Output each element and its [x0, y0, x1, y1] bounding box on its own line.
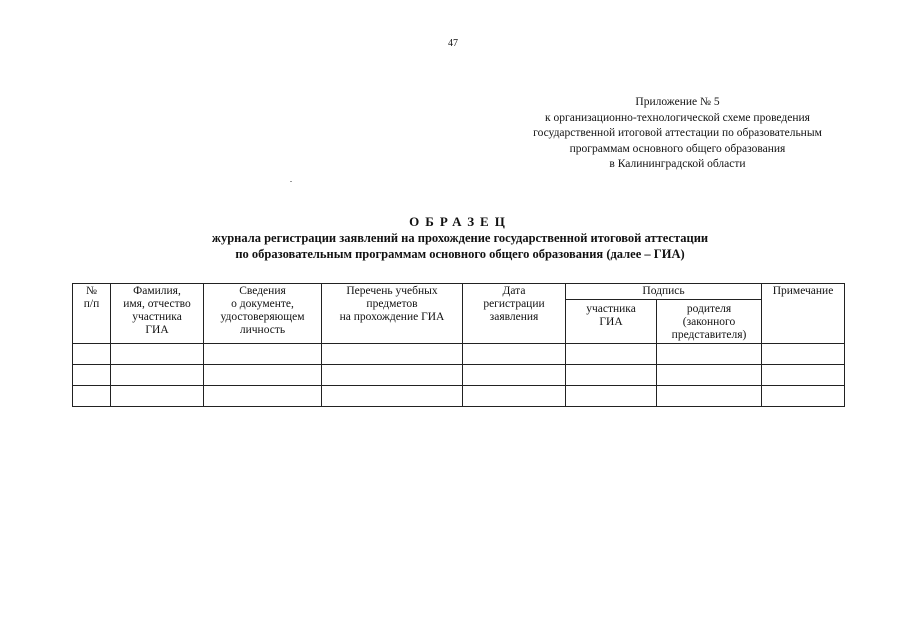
table-row [73, 365, 845, 386]
title-line-1: журнала регистрации заявлений на прохождение государственной итоговой аттестации [211, 231, 709, 245]
header-signature [566, 284, 762, 300]
table-cell [566, 365, 657, 386]
table-cell [204, 344, 322, 365]
table-cell [762, 386, 845, 407]
appendix-line: в Калининградской области [609, 158, 746, 170]
header-signature-text: Подпись [642, 285, 685, 297]
table-cell [322, 386, 463, 407]
table-row [73, 344, 845, 365]
header-signature-participant-text: участника ГИА [586, 303, 636, 328]
header-document-text: Сведения о документе, удостоверяющем личность [220, 285, 305, 336]
appendix-line: программам основного общего образования [569, 142, 786, 155]
table-cell [322, 365, 463, 386]
table-cell [322, 344, 463, 365]
header-subjects [322, 284, 463, 344]
table-cell [204, 386, 322, 407]
title-line-2: по образовательным программам основного общего образования (далее – ГИА) [235, 247, 685, 261]
table-cell [204, 365, 322, 386]
table-cell [111, 344, 204, 365]
table-cell [657, 344, 762, 365]
header-row [73, 284, 845, 300]
table-cell [566, 344, 657, 365]
header-document [204, 284, 322, 344]
header-name-text: Фамилия, имя, отчество участника ГИА [123, 285, 191, 336]
appendix-line: к организационно-технологической схеме проведения [545, 111, 810, 124]
table-cell [73, 386, 111, 407]
appendix-title: Приложение № 5 [635, 96, 720, 108]
table-cell [463, 386, 566, 407]
table-cell [762, 344, 845, 365]
header-num [73, 284, 111, 344]
header-name [111, 284, 204, 344]
table-cell [111, 365, 204, 386]
header-note-text: Примечание [772, 285, 834, 297]
table-cell [657, 365, 762, 386]
header-signature-participant [566, 300, 657, 344]
appendix-header [500, 95, 855, 173]
registration-journal-table [72, 283, 845, 407]
table-cell [73, 344, 111, 365]
scan-speck [290, 181, 292, 182]
table-cell [657, 386, 762, 407]
header-subjects-text: Перечень учебных предметов на прохождение ГИА [339, 285, 445, 323]
table-cell [73, 365, 111, 386]
header-num-text: № п/п [83, 285, 100, 310]
header-note [762, 284, 845, 344]
header-date [463, 284, 566, 344]
title-main: ОБРАЗЕЦ [409, 214, 511, 229]
table-cell [566, 386, 657, 407]
document-title [120, 214, 800, 262]
appendix-line: государственной итоговой аттестации по образовательным [533, 127, 822, 139]
table-cell [463, 365, 566, 386]
header-date-text: Дата регистрации заявления [483, 285, 545, 323]
table-cell [111, 386, 204, 407]
header-signature-parent [657, 300, 762, 344]
header-signature-parent-text: родителя (законного представителя) [671, 303, 747, 341]
table-cell [762, 365, 845, 386]
page-number: 47 [448, 38, 458, 49]
table-row [73, 386, 845, 407]
table-cell [463, 344, 566, 365]
